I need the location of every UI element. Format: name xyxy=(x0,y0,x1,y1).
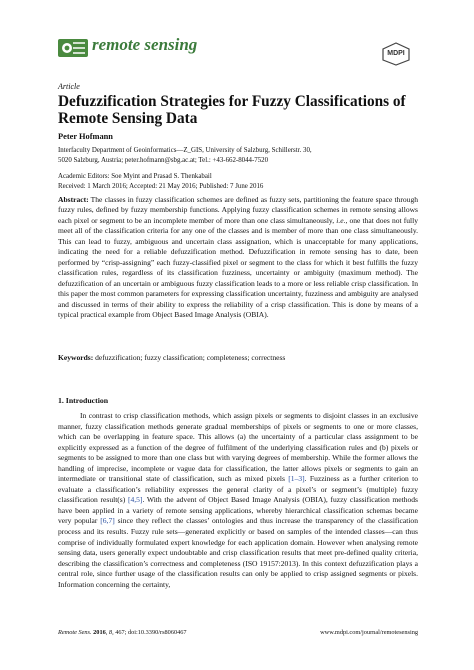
affiliation-line-1: Interfaculty Department of Geoinformatics—Z_GIS, University of Salzburg, Schillerstr. 30, xyxy=(58,147,312,154)
keywords-text: defuzzification; fuzzy classification; completeness; correctness xyxy=(93,353,286,362)
keywords xyxy=(58,353,418,363)
article-type: Article xyxy=(58,82,80,91)
author-name: Peter Hofmann xyxy=(58,132,113,141)
section-heading-introduction: 1. Introduction xyxy=(58,396,109,405)
journal-name: remote sensing xyxy=(92,35,198,54)
paper-title: Defuzzification Strategies for Fuzzy Classifications of Remote Sensing Data xyxy=(58,93,406,127)
intro-text-2: . Fuzziness as a further criterion to evaluate a classification’s reliability expresses the general clarity of a pixel’s or segment’s (multiple) fuzzy classification result(s) xyxy=(58,474,419,505)
abstract-text-part-2: one that does not fully meet all of the classification criteria for any one of the classes and is member of more than one class simultaneously. This can lead to fuzzy, ambiguous and uncertain class assignation, which is unacceptable for many applications, indicating the need for a reliable defuzzification method. Defuzzification in remote sensing has to date, been performed by “crisp-assigning” each fuzzy-classified pixel or segment to the class for which it best fulfills the fuzzy classification rules, regardless of its classification fuzziness, uncertainty or ambiguity (maximum method). The defuzzification of an uncertain or ambiguous fuzzy classification leads to a more or less reliable crisp classification. In this paper the most common parameters for expressing classification uncertainty, fuzziness and ambiguity are analysed and discussed in terms of their ability to express the reliability of a crisp classification. This is done by means of a typical practical example from Object Based Image Analysis (OBIA). xyxy=(58,215,418,319)
affiliation-line-2: 5020 Salzburg, Austria; peter.hofmann@sbg.ac.at; Tel.: +43-662-8044-7520 xyxy=(58,157,269,164)
footer-volume: 8 xyxy=(108,629,113,636)
footer-doi: , 467; doi:10.3390/rs8060467 xyxy=(112,629,187,636)
intro-text-1: In contrast to crisp classification methods, which assign pixels or segments to disjoint classes in an exclusive manner, fuzzy classification methods generate gradual memberships of pixels or segments to one or more classes, which can be overlapping in feature space. This allows (a) the uncertainty of a particular class assignment to be explicitly expressed as a function of the degree of fulfilment of the underlying classification rules and (b) pixels or segments to be assigned to more than one class but with varying degrees of membership. While the former allows the handling of imprecise, incomplete or vague data for classification, the latter allows pixels or segments to gain an intermediate or transitional state of classification, such as mixed pixels xyxy=(58,411,418,484)
abstract-label: Abstract: xyxy=(58,195,89,204)
footer-citation xyxy=(58,629,187,636)
publication-dates: Received: 1 March 2016; Accepted: 21 May 2016; Published: 7 June 2016 xyxy=(58,183,264,190)
intro-text-4: since they reflect the classes’ ontologies and thus increase the transparency of the classification process and its results. Fuzzy rule sets—generated explicitly or based on samples of the intended classes—can thus comprise of individually formulated expert knowledge for each application domain. However when analysing remote sensing data, users generally expect undoubtable and crisp classification results that meet pre-defined quality criteria, describing the classification’s correctness and completeness (ISO 19157:2013). In this context defuzzification plays a central role, since further usage of the classification results can only be applied to crisp assigned segments or pixels. Information concerning the certainty, xyxy=(58,516,418,589)
citation-link-1-3[interactable]: [1–3] xyxy=(288,474,305,484)
remote-sensing-logo-icon xyxy=(58,37,88,59)
footer-journal-url[interactable]: www.mdpi.com/journal/remotesensing xyxy=(320,629,418,636)
citation-link-4-5[interactable]: [4,5] xyxy=(127,495,143,505)
abstract-ie: i.e., xyxy=(336,215,348,225)
academic-editors: Academic Editors: Soe Myint and Prasad S. Thenkabail xyxy=(58,173,212,180)
abstract xyxy=(58,195,418,320)
keywords-label: Keywords: xyxy=(58,353,94,362)
introduction-paragraph xyxy=(58,411,418,590)
abstract-text-part-1: The classes in fuzzy classification schemes are defined as fuzzy sets, partitioning the feature space through fuzzy rules, defined by fuzzy membership functions. Applying fuzzy classification schemes in remote sensing allows each pixel or segment to be an incomplete member of more than one class simultaneously, xyxy=(58,195,418,225)
intro-text-3: . With the advent of Object Based Image Analysis (OBIA), fuzzy classification methods have been applied in a variety of remote sensing applications, whereby hierarchical classification schemas became very popular xyxy=(58,495,418,526)
footer-journal: Remote Sens. xyxy=(58,629,92,636)
publisher-name: MDPI xyxy=(387,50,405,57)
footer-separator: , xyxy=(105,629,109,636)
footer-year: 2016 xyxy=(93,629,106,636)
citation-link-6-7[interactable]: [6,7] xyxy=(100,516,115,526)
mdpi-logo xyxy=(381,42,411,66)
